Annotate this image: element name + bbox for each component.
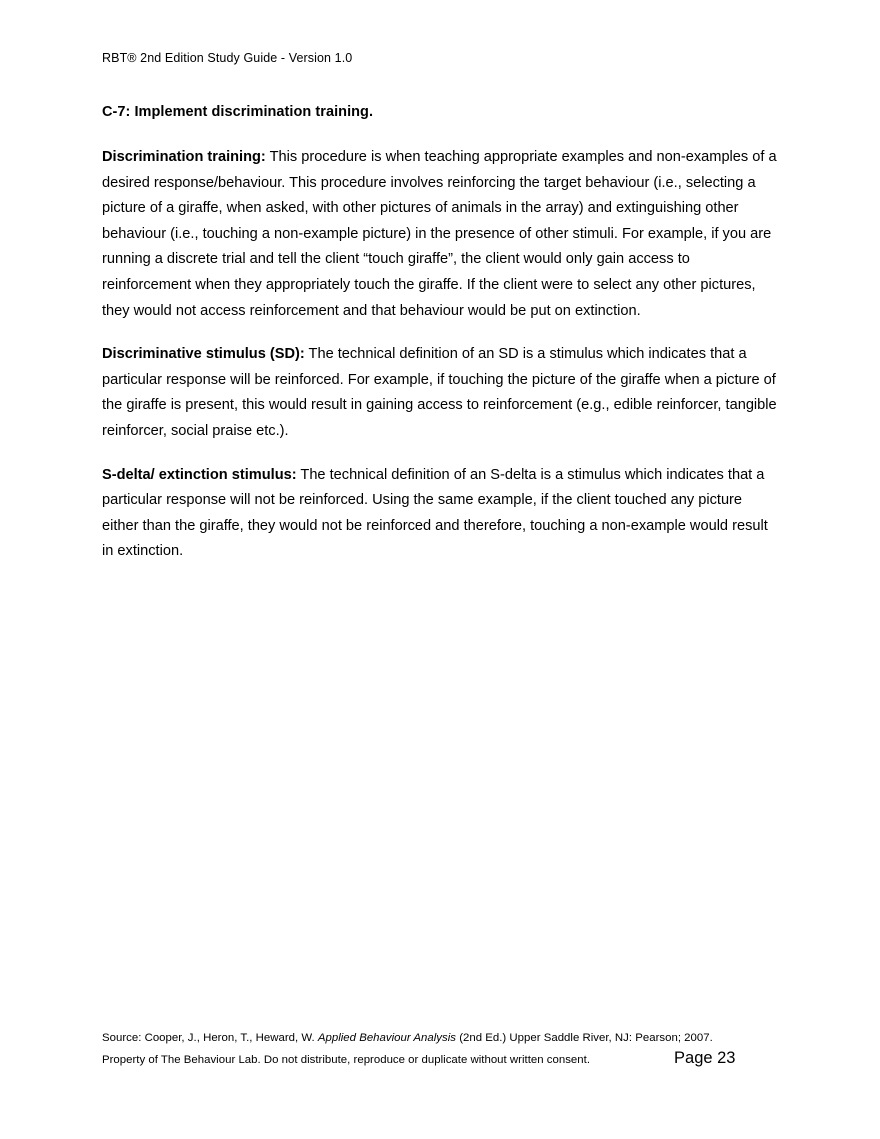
- page-number: Page 23: [674, 1049, 736, 1067]
- property-notice: Property of The Behaviour Lab. Do not distribute, reproduce or duplicate without written consent.: [102, 1054, 591, 1066]
- paragraph-lead-term: Discrimination training:: [102, 149, 266, 165]
- source-citation-suffix: (2nd Ed.) Upper Saddle River, NJ: Pearson; 2007.: [456, 1032, 713, 1044]
- paragraph-s-delta: [102, 463, 782, 565]
- paragraph-discrimination-training: [102, 145, 782, 324]
- page-title: C-7: Implement discrimination training.: [102, 104, 374, 120]
- footer-bottom-row: [102, 1048, 792, 1070]
- running-header: RBT® 2nd Edition Study Guide - Version 1.0: [102, 51, 353, 65]
- body-content: [102, 145, 782, 565]
- paragraph-body-text: The technical definition of an S-delta is a stimulus which indicates that a particular response will not be reinforced. Using the same example, if the client touched any picture either than the giraffe, they would not be reinforced and therefore, touching a non-example would result in extinction.: [102, 466, 768, 560]
- source-citation-title: Applied Behaviour Analysis: [317, 1032, 457, 1044]
- source-citation: [102, 1028, 792, 1048]
- paragraph-lead-term: Discriminative stimulus (SD):: [102, 346, 305, 363]
- source-citation-prefix: Source: Cooper, J., Heron, T., Heward, W.: [102, 1032, 318, 1044]
- paragraph-discriminative-stimulus: [102, 342, 782, 444]
- page-footer: [102, 1028, 792, 1070]
- paragraph-body-text: The technical definition of an SD is a stimulus which indicates that a particular response will be reinforced. For example, if touching the picture of the giraffe when a picture of the giraffe is present, this would result in gaining access to reinforcement (e.g., edible reinforcer, tangible reinforcer, social praise etc.).: [102, 346, 777, 439]
- paragraph-body-text: This procedure is when teaching appropriate examples and non-examples of a desired response/behaviour. This procedure involves reinforcing the target behaviour (i.e., selecting a picture of a giraffe, when asked, with other pictures of animals in the array) and extinguishing other behaviour (i.e., touching a non-example picture) in the presence of other stimuli. For example, if you are running a discrete trial and tell the client “touch giraffe”, the client would only gain access to reinforcement when they appropriately touch the giraffe. If the client were to select any other pictures, they would not access reinforcement and that behaviour would be put on extinction.: [102, 149, 777, 319]
- paragraph-lead-term: S-delta/ extinction stimulus:: [102, 466, 297, 483]
